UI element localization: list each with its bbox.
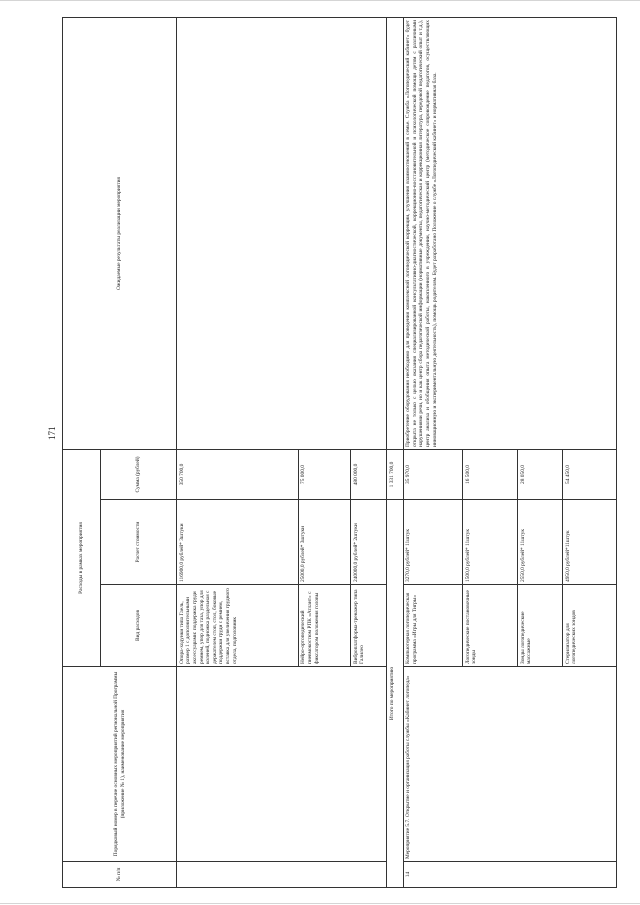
expenses-table [62,17,617,888]
cell-type: Зонды логопедические массажные [518,585,563,667]
cell-type: Логопедические постановочные зонды [463,585,518,667]
total-label: Итого по мероприятию [387,500,404,888]
cell-activity [177,667,387,862]
rotated-page-content [62,18,617,888]
cell-type: Виброплатформа-тренажер типа Галилео [351,585,387,667]
cell-sum: 75 000,0 [298,450,350,500]
cell-type: Компьютерная логопедическая программа «Игры для Тигры» [403,585,463,667]
cell-sum: 480 000,0 [351,450,387,500]
cell-calc: 2550,0 рублей* 11штук [518,500,563,585]
cell-type: Стерилизатор для логопедических зондов [563,585,617,667]
cell-results [177,18,387,450]
cell-results: Приобретение оборудования необходимо для проведения комплексной логопедической коррекции, улучшения взаимоотношений в семье. Служба «Логопедический кабинет» будет открыта не только с целью оказания специализированной консультативно-диагностической, коррекционно-восстановительной и психологической помощи детям с различными нарушениями речи, но и как центр сбора педагогической информации (нормативные документы, педагогическая и коррекционная литература, передовой педагогический опыт и т.д.), центр анализа и обобщения опыта методической работы, накопленного в учреждении, научно-методический центр (методическое сопровождение педагогов, осуществляющих инновационную и экспериментальную деятельность), помощь родителям. Будет разработано Положение о службе «Логопедический кабинет» и нормативная база. [403,18,616,450]
cell-sum: 54 450,0 [563,450,617,500]
cell-calc: 3270,0 рублей* 11штук [403,500,463,585]
cell-activity: Мероприятие 5.7. Открытие и организация работы службы «Кабинет логопеда» [403,667,616,862]
cell-sum: 350 700,0 [177,450,299,500]
cell-sum: 35 970,0 [403,450,463,500]
header-no: № п/п [63,862,177,888]
cell-type: Нейро-ортопедический пневмокостюм РПК «Атлант» с фиксатором положения головы [298,585,350,667]
cell-calc: 240000,0 рублей* 2штуки [351,500,387,585]
header-sum: Сумма (рублей) [101,450,177,500]
cell-calc: 4950,0 рублей*11штук [563,500,617,585]
cell-no: 14 [403,862,616,888]
header-type: Вид расходов [101,585,177,667]
header-results: Ожидаемые результаты реализации мероприятия [63,18,177,450]
header-calc: Расчет стоимости [101,500,177,585]
cell-calc: 1500,0 рублей* 11штук [463,500,518,585]
cell-calc: 116900,0 рублей* 3штуки [177,500,299,585]
header-activity: Порядковый номер в перечне основных мероприятий региональной Программы (приложение № 1), наименование мероприятия [63,667,177,862]
cell-no [177,862,387,888]
table-row [177,18,299,888]
table-header-row [63,18,101,888]
cell-sum: 16 500,0 [463,450,518,500]
cell-sum: 28 050,0 [518,450,563,500]
total-row [387,18,404,888]
scan-edge-mark [0,903,640,904]
scan-edge-mark [0,0,640,1]
table-row [403,18,463,888]
cell-type: Опора-ходунки типа Гаель, размер 1 с дополнительными аксессуарами: поддержка груди ремнем, упор для таза, упор для коленей, подножка раздельная с держателем стоп, стол, боковые поддержки груди с ремнем, вставка для увеличения грудного отдела, подголовник [177,585,299,667]
header-expenses-group: Расходы в рамках мероприятия [63,450,101,667]
total-sum: 1 331 700,0 [387,450,404,500]
total-results [387,18,404,450]
page-number: 171 [47,426,57,440]
cell-calc: 25000,0 рублей* 3штуки [298,500,350,585]
